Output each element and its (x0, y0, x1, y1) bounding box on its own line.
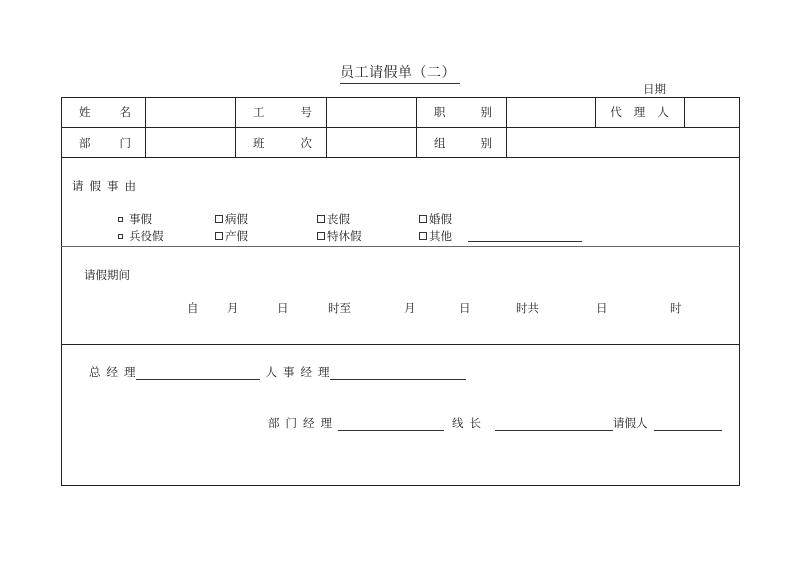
hr-manager-input[interactable] (330, 368, 466, 380)
checkbox-sick-leave[interactable] (215, 211, 248, 227)
general-manager-signature (89, 364, 472, 380)
checkbox-icon[interactable] (118, 234, 123, 239)
heading-char: 假 (89, 179, 101, 193)
position-field[interactable] (507, 98, 595, 128)
shift-field[interactable] (327, 128, 416, 158)
label-char: 人 (657, 105, 669, 119)
label-char: 部 (79, 136, 91, 150)
checkbox-annual-leave[interactable] (317, 228, 362, 244)
option-label: 兵役假 (129, 229, 164, 243)
heading-char: 由 (124, 179, 136, 193)
checkbox-bereavement-leave[interactable] (317, 211, 350, 227)
department-field[interactable] (146, 128, 235, 158)
applicant-input[interactable] (654, 419, 722, 431)
label-char: 理 (124, 365, 136, 379)
checkbox-other-leave[interactable] (419, 228, 582, 244)
label-char: 经 (106, 365, 118, 379)
section-divider-period (61, 344, 740, 345)
period-heading: 请假期间 (84, 268, 130, 282)
start-month-label: 月 (227, 301, 239, 315)
checkbox-icon[interactable] (419, 215, 427, 223)
start-day-label: 日 (277, 301, 289, 315)
label-char: 职 (434, 105, 446, 119)
label-char: 门 (119, 136, 131, 150)
label-char: 姓 (79, 105, 91, 119)
label-char: 理 (320, 416, 332, 430)
label-char: 次 (300, 136, 312, 150)
from-label: 自 (187, 301, 199, 315)
label-char: 总 (89, 365, 101, 379)
start-hour-to-label: 时至 (328, 301, 351, 315)
department-label (61, 128, 145, 158)
reason-heading (72, 178, 142, 194)
checkbox-marriage-leave[interactable] (419, 211, 452, 227)
checkbox-personal-leave[interactable] (118, 211, 152, 227)
section-divider-reason (61, 246, 740, 247)
group-field[interactable] (507, 128, 739, 158)
end-month-label: 月 (404, 301, 416, 315)
line-leader-input[interactable] (495, 419, 613, 431)
employee-id-field[interactable] (327, 98, 416, 128)
label-char: 别 (480, 105, 492, 119)
checkbox-icon[interactable] (317, 232, 325, 240)
total-hours-label: 时 (670, 301, 682, 315)
label-char: 线 (452, 416, 464, 430)
checkbox-icon[interactable] (118, 217, 123, 222)
label-char: 号 (300, 105, 312, 119)
checkbox-icon[interactable] (215, 232, 223, 240)
group-label (416, 128, 506, 158)
label-char: 理 (633, 105, 646, 119)
checkbox-icon[interactable] (215, 215, 223, 223)
agent-field[interactable] (685, 98, 739, 128)
end-day-label: 日 (459, 301, 471, 315)
checkbox-icon[interactable] (317, 215, 325, 223)
name-label (61, 97, 145, 127)
label-char: 名 (119, 105, 131, 119)
total-days-label: 日 (596, 301, 608, 315)
heading-char: 请 (72, 179, 84, 193)
end-hour-total-label: 时共 (516, 301, 539, 315)
employee-id-label (235, 97, 326, 127)
other-reason-input[interactable] (468, 230, 582, 242)
label-char: 代 (610, 105, 622, 119)
label-char: 班 (253, 136, 265, 150)
option-label: 丧假 (327, 212, 350, 226)
label-char: 门 (285, 416, 297, 430)
label-char: 别 (480, 136, 492, 150)
date-label: 日期 (643, 82, 666, 96)
checkbox-military-leave[interactable] (118, 228, 164, 244)
label-char: 部 (268, 416, 280, 430)
checkbox-maternity-leave[interactable] (215, 228, 248, 244)
option-label: 事假 (129, 212, 152, 226)
label-char: 人 (265, 365, 277, 379)
label-char: 经 (303, 416, 315, 430)
option-label: 特休假 (327, 229, 362, 243)
option-label: 产假 (225, 229, 248, 243)
label-char: 理 (318, 365, 330, 379)
option-label: 婚假 (429, 212, 452, 226)
applicant-label: 请假人 (613, 416, 648, 430)
option-label: 病假 (225, 212, 248, 226)
agent-label (595, 97, 684, 127)
checkbox-icon[interactable] (419, 232, 427, 240)
label-char: 组 (434, 136, 446, 150)
heading-char: 事 (107, 179, 119, 193)
approval-signatures (268, 415, 728, 431)
label-char: 长 (469, 416, 481, 430)
name-field[interactable] (146, 98, 235, 128)
shift-label (235, 128, 326, 158)
label-char: 事 (283, 365, 295, 379)
general-manager-input[interactable] (136, 368, 260, 380)
label-char: 工 (253, 105, 265, 119)
position-label (416, 97, 506, 127)
label-char: 经 (300, 365, 312, 379)
dept-manager-input[interactable] (338, 419, 444, 431)
form-title: 员工请假单（二） (340, 62, 460, 84)
option-label: 其他 (429, 229, 452, 243)
